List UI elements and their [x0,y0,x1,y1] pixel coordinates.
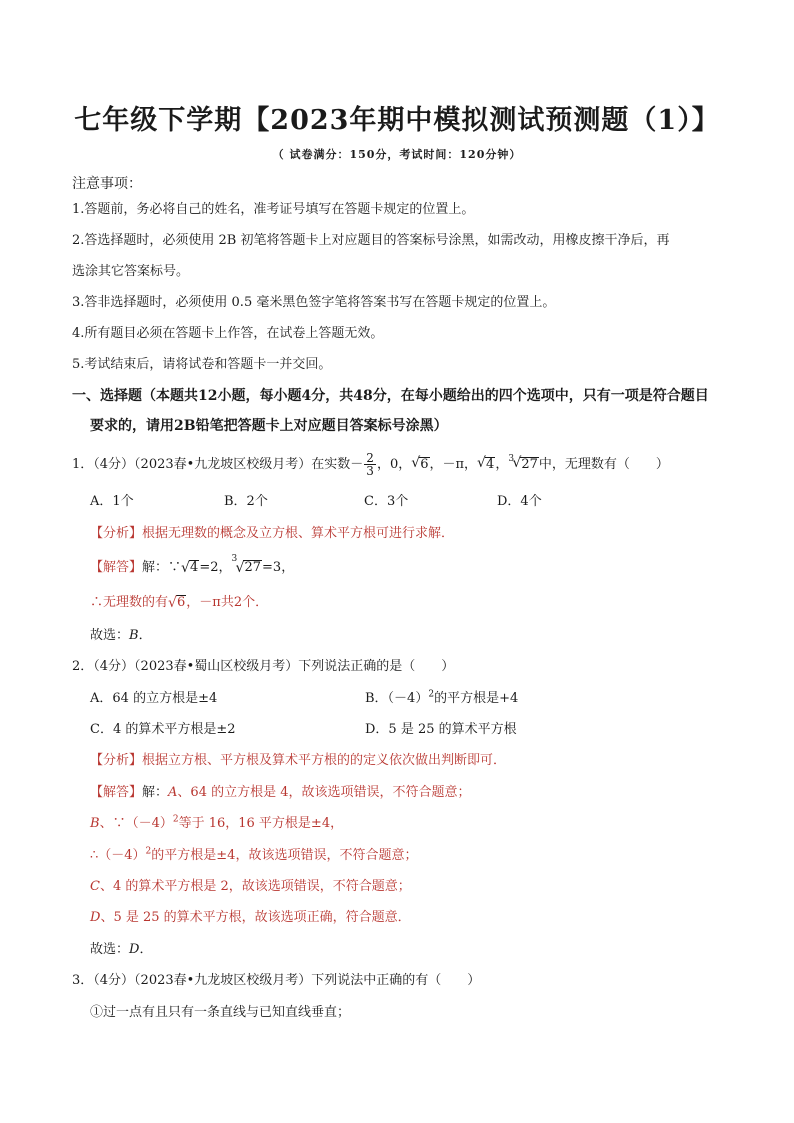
question-3-stem: 3．（4分）（2023春•九龙坡区校级月考）下列说法中正确的有（ ） [72,973,481,988]
answer-line-2: B、$\because(-4)^2$等于 16，16 平方根是±4， [90,814,344,831]
note-item: 选涂其它答案标号。 [72,264,190,279]
option-b: B．2个 [224,494,268,509]
analysis-label: 【分析】 [90,526,143,541]
question-3-item-1: ①过一点有且只有一条直线与已知直线垂直； [90,1005,351,1020]
sqrt-6: √ 6 [411,455,429,472]
note-item: 2.答选择题时，必须使用 2B 初笔将答题卡上对应题目的答案标号涂黑，如需改动，用橡皮擦干净后，再 [72,233,670,248]
analysis: 【分析】根据无理数的概念及立方根、算术平方根可进行求解． [90,526,455,541]
section-heading-cont: 要求的，请用2B铅笔把答题卡上对应题目答案标号涂黑） [90,418,448,434]
notes-heading: 注意事项： [72,176,142,192]
answer: 【解答】解：∵ √ 4=2， 3 √ 27=3， [90,554,295,576]
note-item: 4.所有题目必须在答题卡上作答，在试卷上答题无效。 [72,326,384,341]
page-subtitle: （ 试卷满分：150分，考试时间：120分钟） [272,148,522,161]
final-choice: 故选：B． [90,628,152,643]
question-1-stem: 1．（4分）（2023春•九龙坡区校级月考）在实数－ $\frac{2}{3}$ ，0， √ 6，－π， √ 4， 3 √ 27中，无理数有（ ） [72,451,669,478]
option-c: C．3个 [364,494,409,509]
answer-line-4: C、4 的算术平方根是 2，故该选项错误，不符合题意； [90,879,411,894]
option-d: D．5 是 25 的算术平方根 [365,722,517,737]
analysis: 【分析】根据立方根、平方根及算术平方根的的定义依次做出判断即可． [90,753,507,768]
answer-label: 【解答】 [90,560,143,575]
fraction: $\frac{2}{3}$ [366,451,374,478]
option-a: A．64 的立方根是±4 [90,691,218,706]
option-b: B．$(-4)^2$的平方根是+4 [365,689,519,706]
analysis-label: 【分析】 [90,753,143,768]
question-2-stem: 2．（4分）（2023春•蜀山区校级月考）下列说法正确的是（ ） [72,659,455,674]
note-item: 1.答题前，务必将自己的姓名，准考证号填写在答题卡规定的位置上。 [72,202,475,217]
page-title: 七年级下学期【2023年期中模拟测试预测题（1）】 [74,105,720,136]
sqrt-4: √ 4 [477,455,495,472]
section-heading: 一、选择题（本题共12小题，每小题4分，共48分，在每小题给出的四个选项中，只有一项是符合题目 [72,388,709,404]
option-a: A．1个 [90,494,134,509]
conclusion: ∴无理数的有 √ 6，－π共2个． [90,595,269,611]
final-choice: 故选：D． [90,942,153,957]
option-c: C．4 的算术平方根是±2 [90,722,236,737]
note-item: 3.答非选择题时，必须使用 0.5 毫米黑色签字笔将答案书写在答题卡规定的位置上。 [72,295,556,310]
cbrt-27: 3 √ 27 [508,454,538,472]
note-item: 5.考试结束后，请将试卷和答题卡一并交回。 [72,357,332,372]
answer-line-1: 【解答】解：A、64 的立方根是 4，故该选项错误，不符合题意； [90,785,471,800]
answer-line-3: $\therefore(-4)^2$的平方根是±4，故该选项错误，不符合题意； [90,846,418,863]
answer-label: 【解答】 [90,785,143,800]
option-d: D．4个 [497,494,542,509]
answer-line-5: D、5 是 25 的算术平方根，故该选项正确，符合题意． [90,910,411,925]
